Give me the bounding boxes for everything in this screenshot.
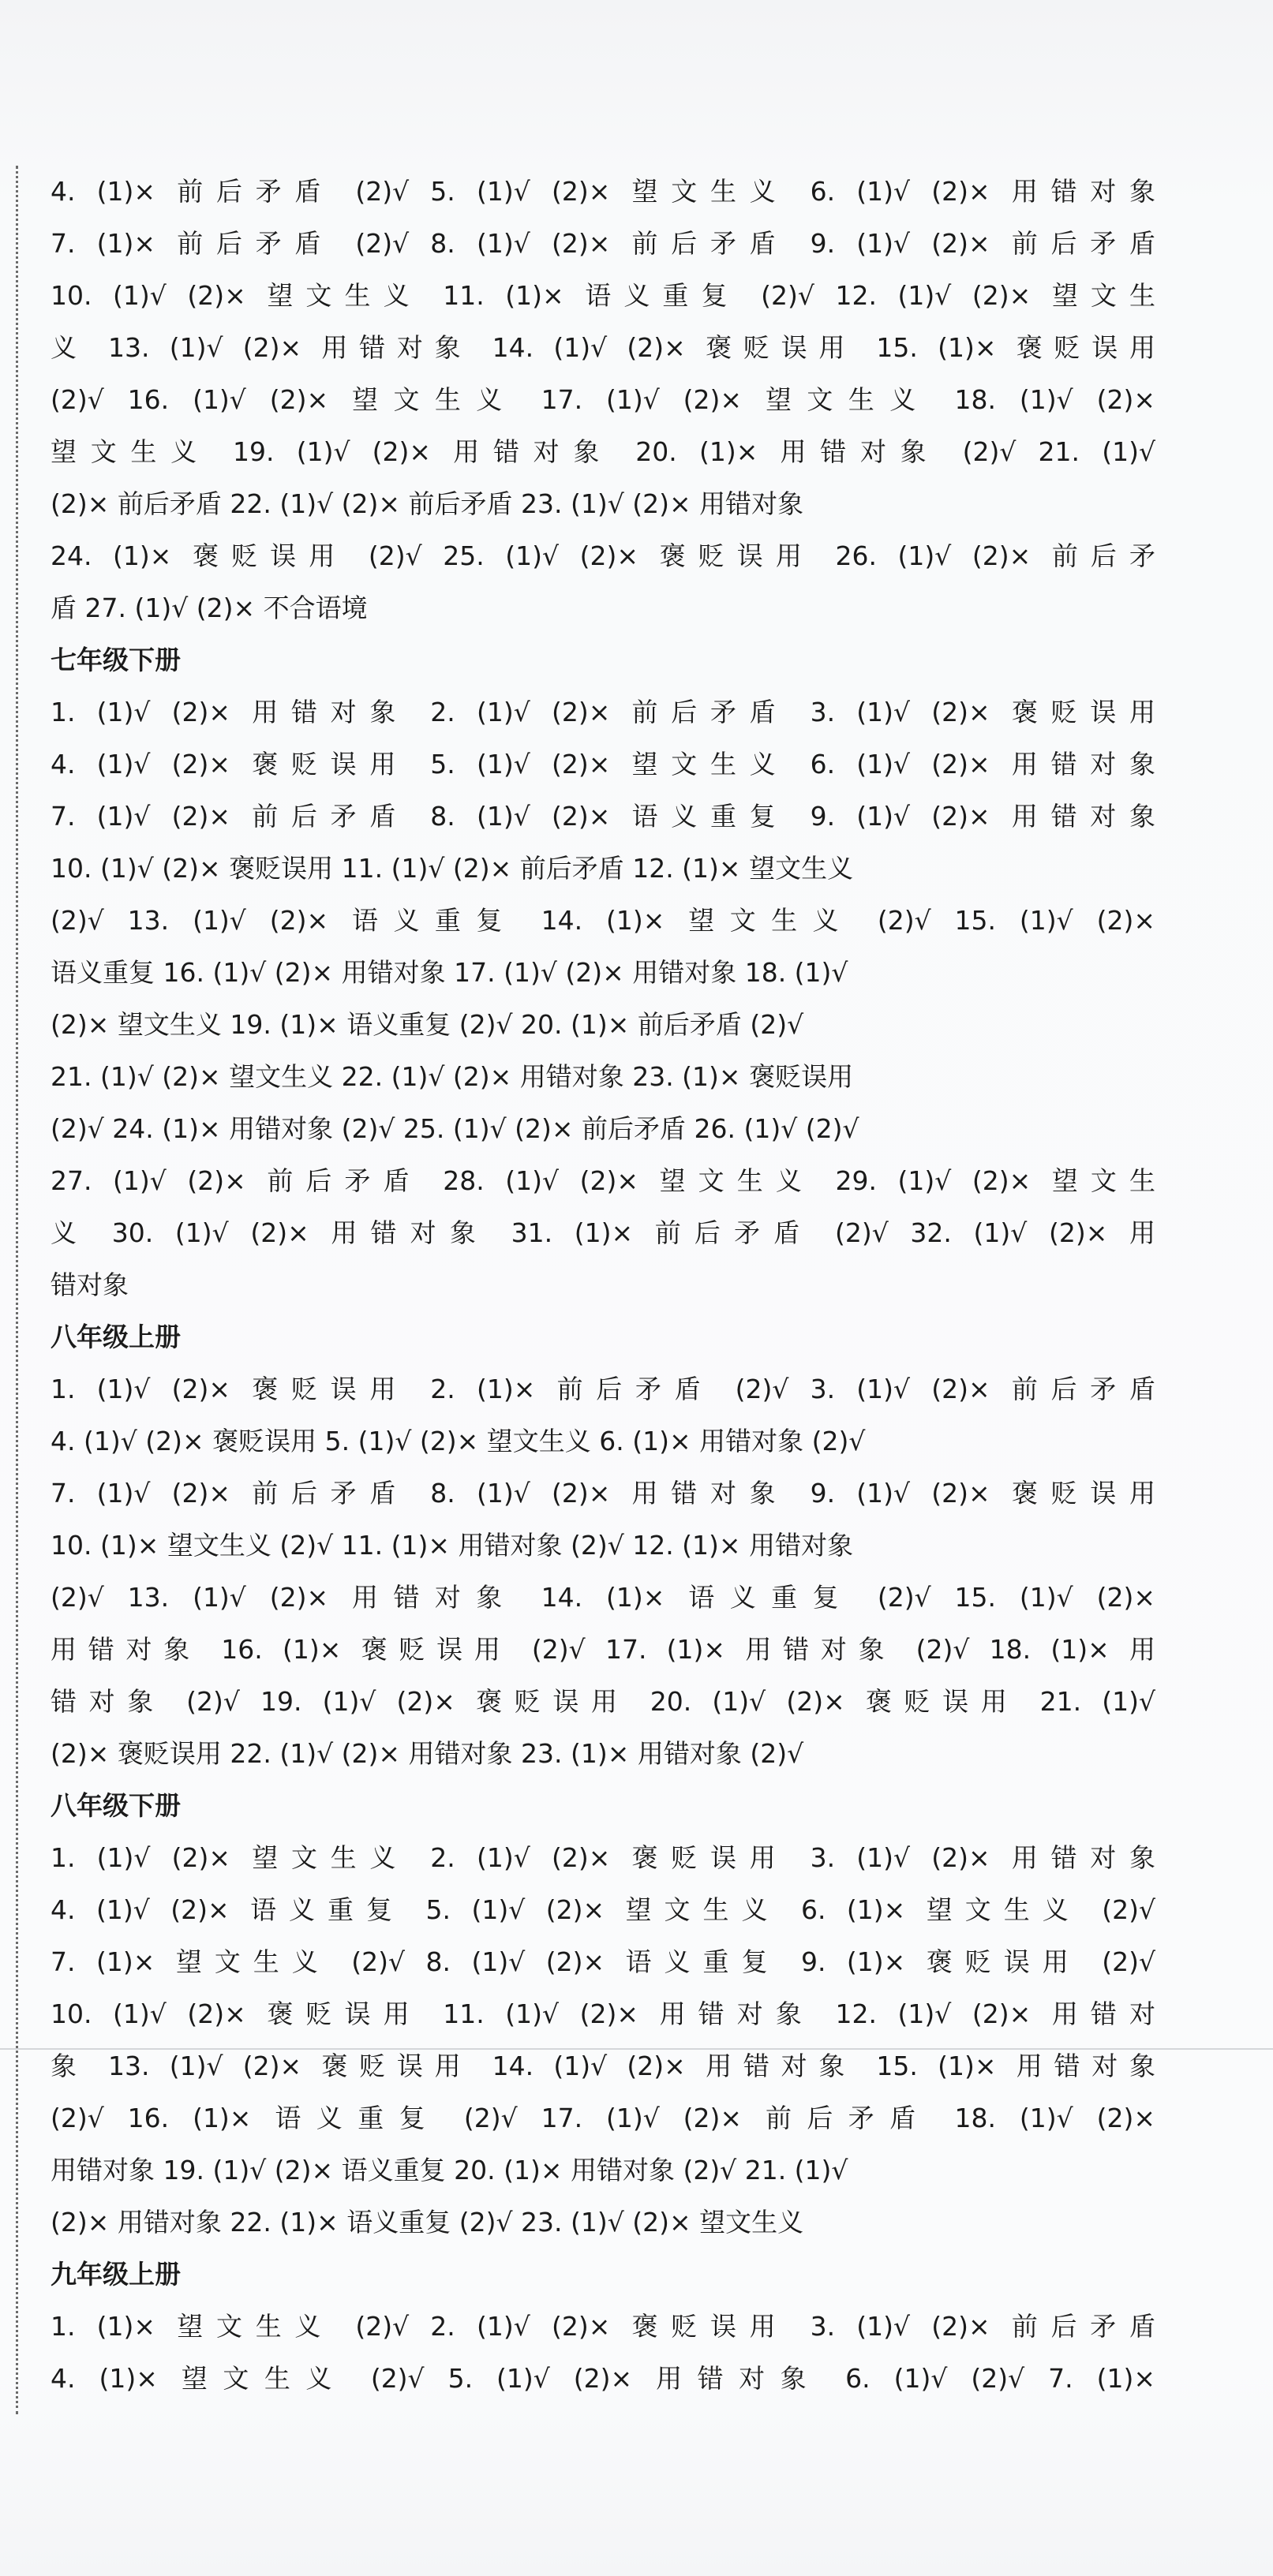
answer-line: 7. (1)√ (2)× 前后矛盾 8. (1)√ (2)× 用错对象 9. (1)√ (2)× 褒贬误用 (51, 1478, 1155, 1509)
answer-line: 4. (1)√ (2)× 褒贬误用 5. (1)√ (2)× 望文生义 6. (1)√ (2)× 用错对象 (51, 749, 1155, 780)
answer-line: 1. (1)√ (2)× 用错对象 2. (1)√ (2)× 前后矛盾 3. (1)√ (2)× 褒贬误用 (51, 697, 1155, 727)
answer-line: (2)√ 13. (1)√ (2)× 语义重复 14. (1)× 望文生义 (2)√ 15. (1)√ (2)× (51, 905, 1155, 936)
answer-line: 1. (1)√ (2)× 望文生义 2. (1)√ (2)× 褒贬误用 3. (1)√ (2)× 用错对象 (51, 1842, 1155, 1873)
answer-line: (2)× 褒贬误用 22. (1)√ (2)× 用错对象 23. (1)× 用错对象 (2)√ (51, 1738, 804, 1769)
answer-line: (2)√ 13. (1)√ (2)× 用错对象 14. (1)× 语义重复 (2)√ 15. (1)√ (2)× (51, 1582, 1155, 1613)
answer-line: 7. (1)× 前后矛盾 (2)√ 8. (1)√ (2)× 前后矛盾 9. (1)√ (2)× 前后矛盾 (51, 228, 1155, 259)
answer-line: 象 13. (1)√ (2)× 褒贬误用 14. (1)√ (2)× 用错对象 15. (1)× 用错对象 (51, 2051, 1155, 2081)
answer-line: 1. (1)× 望文生义 (2)√ 2. (1)√ (2)× 褒贬误用 3. (1)√ (2)× 前后矛盾 (51, 2311, 1155, 2342)
answer-line: 10. (1)√ (2)× 望文生义 11. (1)× 语义重复 (2)√ 12. (1)√ (2)× 望文生 (51, 280, 1155, 311)
answer-line: 21. (1)√ (2)× 望文生义 22. (1)√ (2)× 用错对象 23. (1)× 褒贬误用 (51, 1061, 854, 1092)
answer-line: 错对象 (2)√ 19. (1)√ (2)× 褒贬误用 20. (1)√ (2)× 褒贬误用 21. (1)√ (51, 1686, 1155, 1717)
answer-line: 义 30. (1)√ (2)× 用错对象 31. (1)× 前后矛盾 (2)√ 32. (1)√ (2)× 用 (51, 1217, 1155, 1248)
answer-line: (2)√ 16. (1)√ (2)× 望文生义 17. (1)√ (2)× 望文生义 18. (1)√ (2)× (51, 384, 1155, 415)
answer-line: 10. (1)√ (2)× 褒贬误用 11. (1)√ (2)× 前后矛盾 12. (1)× 望文生义 (51, 853, 854, 884)
answer-line: (2)√ 16. (1)× 语义重复 (2)√ 17. (1)√ (2)× 前后矛盾 18. (1)√ (2)× (51, 2103, 1155, 2133)
section-heading-grade7-vol2: 七年级下册 (51, 645, 181, 675)
answer-line: 错对象 (51, 1269, 129, 1300)
answer-content (51, 166, 1155, 2405)
answer-line: 24. (1)× 褒贬误用 (2)√ 25. (1)√ (2)× 褒贬误用 26. (1)√ (2)× 前后矛 (51, 540, 1155, 571)
answer-line: 望文生义 19. (1)√ (2)× 用错对象 20. (1)× 用错对象 (2)√ 21. (1)√ (51, 436, 1155, 467)
binding-fold-line (16, 166, 18, 2414)
answer-line: 10. (1)× 望文生义 (2)√ 11. (1)× 用错对象 (2)√ 12. (1)× 用错对象 (51, 1530, 854, 1561)
answer-line: 4. (1)√ (2)× 褒贬误用 5. (1)√ (2)× 望文生义 6. (1)× 用错对象 (2)√ (51, 1426, 866, 1456)
answer-line: 4. (1)× 前后矛盾 (2)√ 5. (1)√ (2)× 望文生义 6. (1)√ (2)× 用错对象 (51, 176, 1155, 207)
answer-line: 7. (1)√ (2)× 前后矛盾 8. (1)√ (2)× 语义重复 9. (1)√ (2)× 用错对象 (51, 801, 1155, 832)
answer-line: 语义重复 16. (1)√ (2)× 用错对象 17. (1)√ (2)× 用错对象 18. (1)√ (51, 957, 848, 988)
answer-line: (2)× 望文生义 19. (1)× 语义重复 (2)√ 20. (1)× 前后矛盾 (2)√ (51, 1009, 804, 1040)
section-heading-grade8-vol2: 八年级下册 (51, 1790, 181, 1821)
answer-line: (2)× 前后矛盾 22. (1)√ (2)× 前后矛盾 23. (1)√ (2)× 用错对象 (51, 488, 804, 519)
answer-line: 7. (1)× 望文生义 (2)√ 8. (1)√ (2)× 语义重复 9. (1)× 褒贬误用 (2)√ (51, 1946, 1155, 1977)
answer-line: 用错对象 16. (1)× 褒贬误用 (2)√ 17. (1)× 用错对象 (2)√ 18. (1)× 用 (51, 1634, 1155, 1665)
answer-line: 4. (1)× 望文生义 (2)√ 5. (1)√ (2)× 用错对象 6. (1)√ (2)√ 7. (1)× (51, 2363, 1155, 2394)
answer-line: (2)√ 24. (1)× 用错对象 (2)√ 25. (1)√ (2)× 前后矛盾 26. (1)√ (2)√ (51, 1113, 859, 1144)
answer-line: 27. (1)√ (2)× 前后矛盾 28. (1)√ (2)× 望文生义 29. (1)√ (2)× 望文生 (51, 1165, 1155, 1196)
section-heading-grade9-vol1: 九年级上册 (51, 2259, 181, 2290)
answer-line: 4. (1)√ (2)× 语义重复 5. (1)√ (2)× 望文生义 6. (1)× 望文生义 (2)√ (51, 1894, 1155, 1925)
answer-line: 义 13. (1)√ (2)× 用错对象 14. (1)√ (2)× 褒贬误用 15. (1)× 褒贬误用 (51, 332, 1155, 363)
section-heading-grade8-vol1: 八年级上册 (51, 1322, 181, 1352)
answer-line: 10. (1)√ (2)× 褒贬误用 11. (1)√ (2)× 用错对象 12. (1)√ (2)× 用错对 (51, 1998, 1155, 2029)
answer-line: 盾 27. (1)√ (2)× 不合语境 (51, 593, 368, 623)
answer-line: (2)× 用错对象 22. (1)× 语义重复 (2)√ 23. (1)√ (2)× 望文生义 (51, 2207, 804, 2238)
answer-line: 1. (1)√ (2)× 褒贬误用 2. (1)× 前后矛盾 (2)√ 3. (1)√ (2)× 前后矛盾 (51, 1374, 1155, 1404)
answer-line: 用错对象 19. (1)√ (2)× 语义重复 20. (1)× 用错对象 (2)√ 21. (1)√ (51, 2155, 848, 2185)
